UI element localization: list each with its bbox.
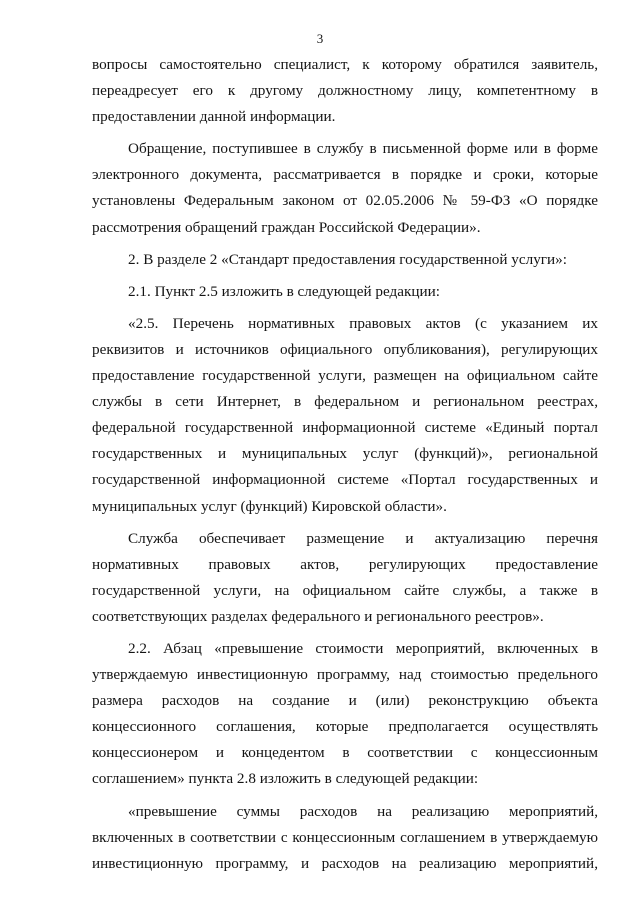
text-line: предоставлении данной информации. (92, 108, 336, 126)
text-line: муниципальных услуг (функций) Кировской области». (92, 497, 447, 515)
text-line: Обращение, поступившее в службу в письменной форме или в форме (128, 140, 598, 158)
text-line: концессионером и концедентом в соответствии с концессионным (92, 744, 598, 762)
text-line: «превышение суммы расходов на реализацию мероприятий, (128, 802, 598, 820)
text-line: установлены Федеральным законом от 02.05.2006 № 59-ФЗ «О порядке (92, 192, 598, 210)
text-line: службы в сети Интернет, в федеральном и региональном реестрах, (92, 393, 598, 411)
document-body (92, 52, 598, 883)
text-line: рассмотрения обращений граждан Российской Федерации». (92, 218, 481, 236)
text-line: федеральной государственной информационной системе «Единый портал (92, 419, 598, 437)
text-line: переадресует его к другому должностному лицу, компетентному в (92, 82, 598, 100)
paragraph (92, 311, 598, 520)
paragraph (92, 526, 598, 630)
text-line: концессионного соглашения, которые предполагается осуществлять (92, 718, 598, 736)
text-line: размера расходов на создание и (или) реконструкцию объекта (92, 692, 598, 710)
paragraph (92, 52, 598, 130)
paragraph (92, 136, 598, 240)
text-line: включенных в соответствии с концессионным соглашением в утверждаемую (92, 828, 598, 846)
text-line: соответствующих разделах федерального и регионального реестров». (92, 607, 544, 625)
text-line: реквизитов и источников официального опубликования), регулирующих (92, 340, 598, 358)
paragraph (92, 636, 598, 793)
text-line: государственных и муниципальных услуг (функций)», региональной (92, 445, 598, 463)
paragraph (92, 247, 598, 273)
page-number: 3 (316, 31, 324, 46)
paragraph (92, 799, 598, 877)
text-line: предоставление государственной услуги, размещен на официальном сайте (92, 367, 598, 385)
text-line: 2.1. Пункт 2.5 изложить в следующей редакции: (128, 282, 441, 300)
paragraph (92, 279, 598, 305)
text-line: государственной информационной системе «Портал государственных и (92, 471, 598, 489)
text-line: вопросы самостоятельно специалист, к которому обратился заявитель, (92, 56, 598, 73)
text-line: нормативных правовых актов, регулирующих предоставление (92, 555, 598, 573)
text-line: государственной услуги, на официальном сайте службы, а также в (92, 581, 598, 599)
text-line: соглашением» пункта 2.8 изложить в следующей редакции: (92, 770, 479, 788)
text-line: «2.5. Перечень нормативных правовых актов (с указанием их (128, 314, 598, 332)
text-line: утверждаемую инвестиционную программу, над стоимостью предельного (92, 666, 598, 684)
text-line: Служба обеспечивает размещение и актуализацию перечня (128, 529, 598, 547)
text-line: 2. В разделе 2 «Стандарт предоставления государственной услуги»: (128, 250, 567, 268)
text-line: инвестиционную программу, и расходов на реализацию мероприятий, (92, 854, 598, 872)
text-line: электронного документа, рассматривается в порядке и сроки, которые (92, 166, 598, 184)
text-line: 2.2. Абзац «превышение стоимости мероприятий, включенных в (128, 639, 598, 657)
